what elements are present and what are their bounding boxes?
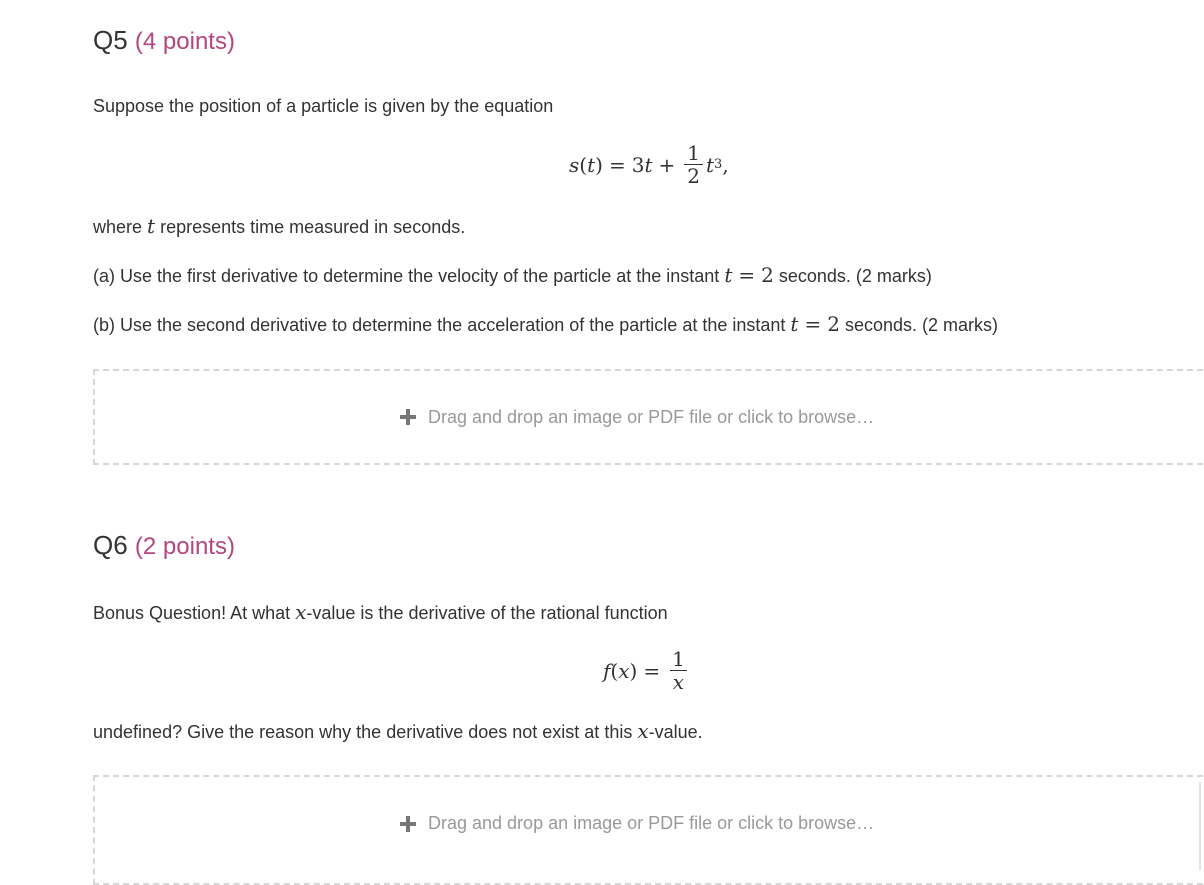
q5-eq-equals: =	[608, 152, 626, 177]
q6-eq-open: (	[610, 658, 619, 683]
q5-eq-fraction	[684, 142, 703, 187]
q5-eq-t1: t	[644, 152, 653, 177]
q6-eq-frac-den: x	[670, 670, 687, 693]
q5-eq-plus: +	[658, 152, 676, 177]
q5-eq-open: (	[579, 152, 588, 177]
q5-part-a-post: seconds. (2 marks)	[773, 266, 932, 286]
q5-where-var: t	[147, 214, 156, 238]
q6-eq-close: )	[629, 658, 638, 683]
q5-number: Q5	[93, 25, 128, 55]
q6-follow-pre: undefined? Give the reason why the derivative does not exist at this	[93, 722, 638, 742]
q5-part-b-val: 2	[827, 312, 840, 336]
q5-eq-t2: t	[705, 152, 715, 177]
q6-eq-var: x	[618, 658, 630, 683]
q6-upload-prompt[interactable]	[400, 813, 874, 834]
q6-eq-equals: =	[643, 658, 661, 683]
q6-eq-fraction	[669, 648, 688, 693]
q5-upload-dropzone[interactable]	[93, 369, 1204, 465]
q5-where-pre: where	[93, 217, 148, 237]
q5-eq-func: s	[569, 152, 580, 177]
q6-follow-var: x	[637, 719, 649, 743]
plus-icon	[400, 816, 416, 832]
q5-eq-trailing: ,	[722, 152, 729, 177]
q6-intro	[93, 600, 668, 625]
q5-part-b-pre: (b) Use the second derivative to determine the acceleration of the particle at the instant	[93, 315, 791, 335]
q6-number: Q6	[93, 530, 128, 560]
q6-intro-post: -value is the derivative of the rational function	[306, 603, 668, 623]
scrollbar-edge[interactable]	[1199, 782, 1201, 870]
q5-eq-coef: 3	[631, 152, 645, 177]
q5-eq-close: )	[595, 152, 603, 177]
q6-follow	[93, 719, 703, 744]
q6-eq-frac-num: 1	[672, 647, 685, 671]
q6-upload-label: Drag and drop an image or PDF file or click to browse…	[428, 813, 875, 833]
q5-part-a-eq: =	[738, 263, 756, 287]
q5-part-b	[93, 312, 998, 337]
plus-icon	[400, 409, 416, 425]
q5-part-b-var: t	[790, 312, 799, 336]
q6-intro-var: x	[295, 600, 307, 624]
q5-upload-prompt[interactable]	[400, 407, 874, 428]
q5-part-a	[93, 263, 932, 288]
q5-part-a-pre: (a) Use the first derivative to determine the velocity of the particle at the instant	[93, 266, 725, 286]
q6-eq-func: f	[603, 658, 611, 683]
q5-upload-label: Drag and drop an image or PDF file or click to browse…	[428, 406, 875, 427]
q5-where	[93, 214, 465, 239]
q5-eq-frac-num: 1	[687, 141, 700, 165]
q5-points: (4 points)	[134, 28, 235, 55]
q5-part-a-var: t	[724, 263, 733, 287]
q5-where-post: represents time measured in seconds.	[155, 217, 466, 237]
q6-points: (2 points)	[134, 533, 235, 560]
q5-eq-var: t	[587, 152, 596, 177]
q5-eq-frac-den: 2	[684, 164, 703, 187]
q5-part-b-post: seconds. (2 marks)	[839, 315, 998, 335]
q6-follow-post: -value.	[648, 722, 703, 742]
q5-part-b-eq: =	[804, 312, 822, 336]
q5-eq-exp: 3	[714, 157, 723, 172]
q5-title	[93, 25, 235, 57]
q6-equation	[603, 648, 691, 693]
q6-intro-pre: Bonus Question! At what	[93, 603, 296, 623]
q5-equation	[569, 142, 729, 187]
q6-title	[93, 530, 235, 562]
q5-intro: Suppose the position of a particle is given by the equation	[93, 96, 554, 116]
q5-part-a-val: 2	[761, 263, 774, 287]
q6-upload-dropzone[interactable]	[93, 775, 1204, 885]
